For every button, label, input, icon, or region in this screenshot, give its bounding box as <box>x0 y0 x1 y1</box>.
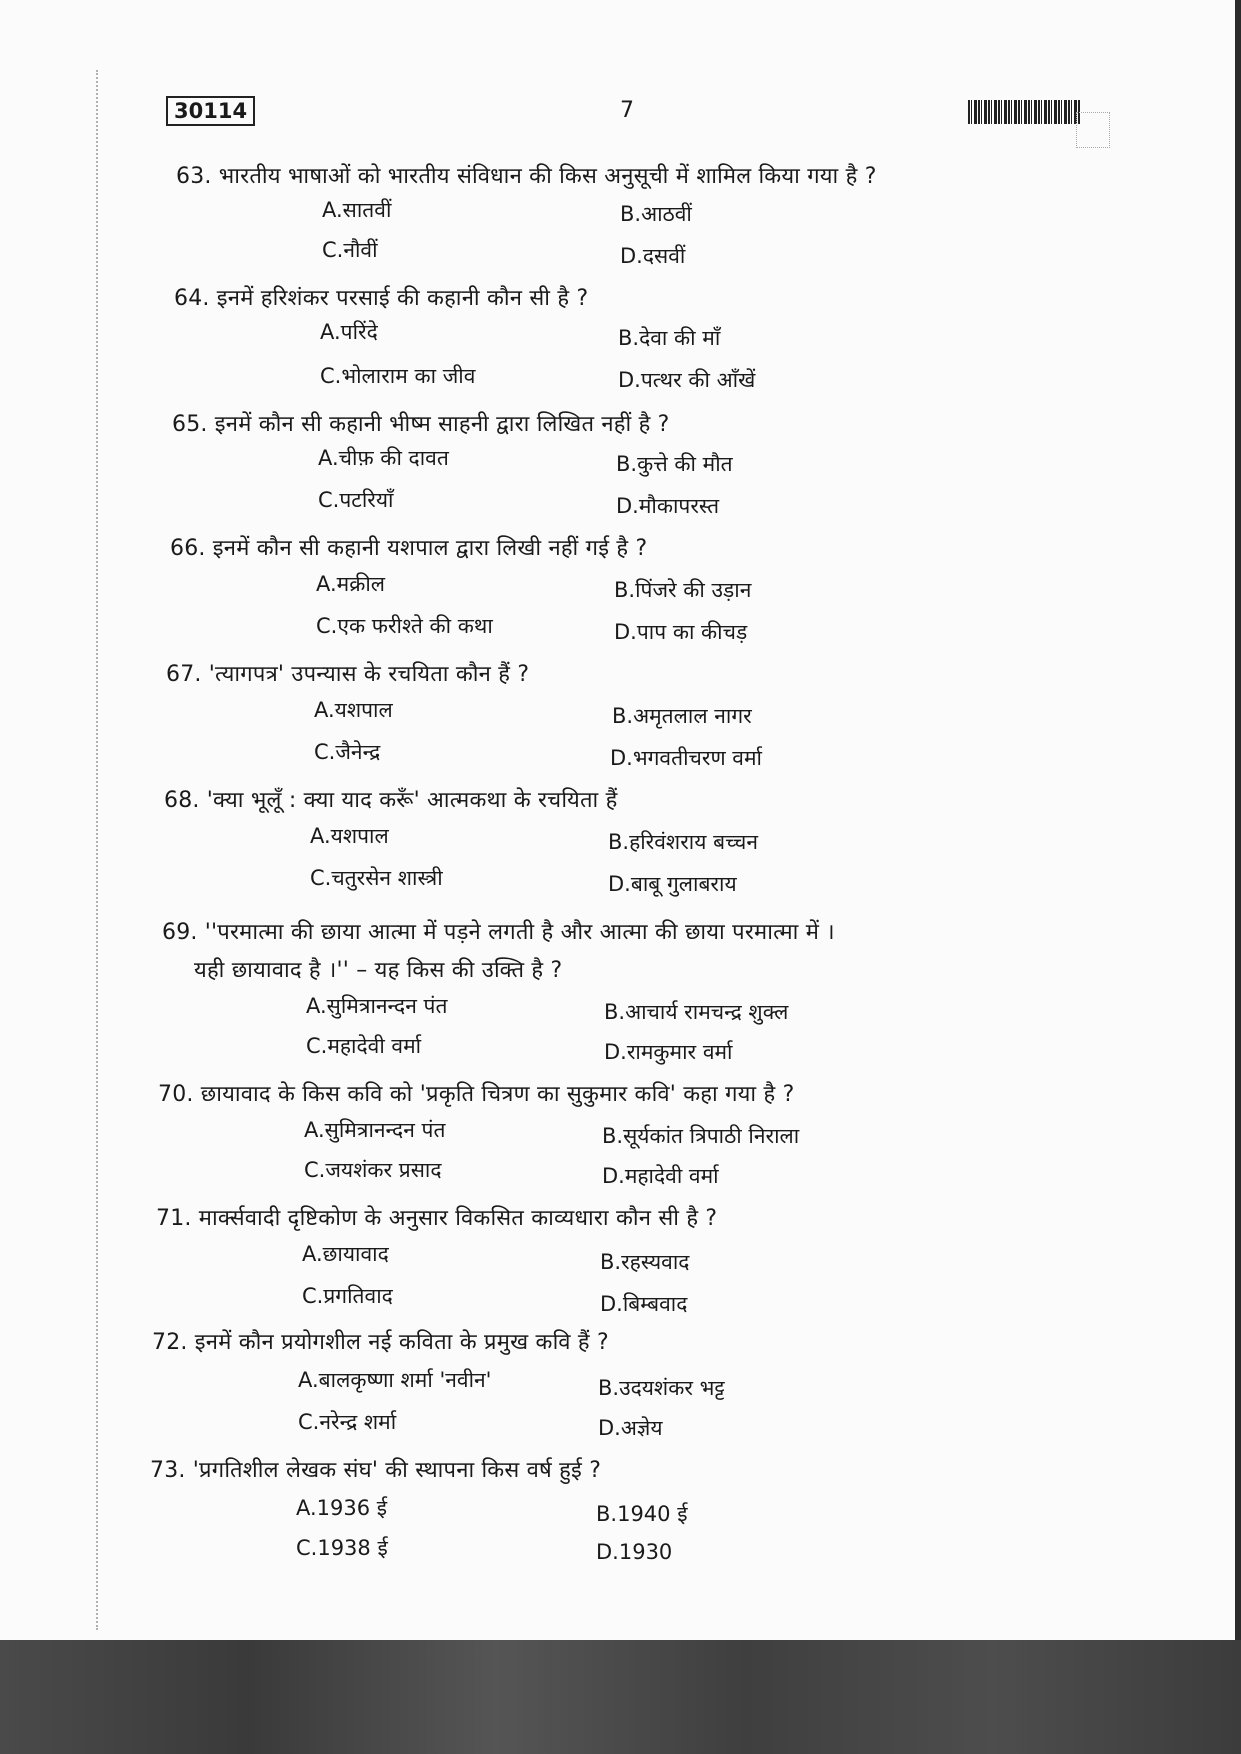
option-c: C.महादेवी वर्मा <box>306 1034 422 1058</box>
option-d: D.महादेवी वर्मा <box>602 1164 719 1188</box>
question-text: ''परमात्मा की छाया आत्मा में पड़ने लगती है और आत्मा की छाया परमात्मा में । <box>204 920 835 945</box>
option-c: C.1938 ई <box>296 1536 388 1560</box>
option-c: C.नरेन्द्र शर्मा <box>298 1410 397 1434</box>
option-b: B.उदयशंकर भट्ट <box>598 1376 725 1400</box>
question-number: 71. <box>156 1206 192 1231</box>
option-b: B.देवा की माँ <box>618 326 721 350</box>
margin-dots <box>96 70 100 1630</box>
question-text: छायावाद के किस कवि को 'प्रकृति चित्रण का सुकुमार कवि' कहा गया है ? <box>200 1082 795 1107</box>
question-number: 64. <box>174 286 210 311</box>
option-a: A.चीफ़ की दावत <box>318 446 449 470</box>
question-text: भारतीय भाषाओं को भारतीय संविधान की किस अनुसूची में शामिल किया गया है ? <box>218 164 877 189</box>
question-73 <box>150 1454 601 1484</box>
scan-edge-right <box>1235 0 1241 1640</box>
option-d: D.मौकापरस्त <box>616 494 720 518</box>
option-d: D.रामकुमार वर्मा <box>604 1040 733 1064</box>
option-b: B.1940 ई <box>596 1502 688 1526</box>
option-b: B.कुत्ते की मौत <box>616 452 733 476</box>
option-b: B.हरिवंशराय बच्चन <box>608 830 758 854</box>
option-a: A.सुमित्रानन्दन पंत <box>306 994 448 1018</box>
option-a: A.1936 ई <box>296 1496 388 1520</box>
option-a: A.मक्रील <box>316 572 386 596</box>
option-c: C.प्रगतिवाद <box>302 1284 393 1308</box>
question-number: 72. <box>152 1330 188 1355</box>
question-number: 65. <box>172 412 208 437</box>
page-number: 7 <box>620 98 634 123</box>
question-68 <box>164 784 618 814</box>
question-text: इनमें कौन प्रयोगशील नई कविता के प्रमुख कवि हैं ? <box>194 1330 609 1355</box>
option-b: B.सूर्यकांत त्रिपाठी निराला <box>602 1124 800 1148</box>
option-b: B.पिंजरे की उड़ान <box>614 578 752 602</box>
question-70 <box>158 1078 794 1108</box>
option-d: D.पाप का कीचड़ <box>614 620 748 644</box>
question-number: 67. <box>166 662 202 687</box>
option-b: B.रहस्यवाद <box>600 1250 690 1274</box>
option-a: A.छायावाद <box>302 1242 389 1266</box>
option-a: A.सातवीं <box>322 198 392 222</box>
question-text: इनमें कौन सी कहानी भीष्म साहनी द्वारा लिखित नहीं है ? <box>214 412 670 437</box>
option-c: C.एक फरीश्ते की कथा <box>316 614 493 638</box>
option-b: B.आचार्य रामचन्द्र शुक्ल <box>604 1000 789 1024</box>
option-b: B.आठवीं <box>620 202 692 226</box>
question-text: 'क्या भूलूँ : क्या याद करूँ' आत्मकथा के रचयिता हैं <box>206 788 618 813</box>
option-d: D.अज्ञेय <box>598 1416 663 1440</box>
question-69-line2: यही छायावाद है ।'' – यह किस की उक्ति है ? <box>194 958 563 983</box>
question-number: 73. <box>150 1458 186 1483</box>
barcode-stub <box>1076 112 1110 148</box>
question-text: 'प्रगतिशील लेखक संघ' की स्थापना किस वर्ष हुई ? <box>192 1458 602 1483</box>
question-number: 63. <box>176 164 212 189</box>
question-67 <box>166 658 529 688</box>
option-c: C.पटरियाँ <box>318 488 394 512</box>
option-d: D.बाबू गुलाबराय <box>608 872 737 896</box>
option-d: D.पत्थर की आँखें <box>618 368 756 392</box>
question-64 <box>174 282 588 312</box>
option-d: D.बिम्बवाद <box>600 1292 688 1316</box>
paper-code: 30114 <box>166 96 255 126</box>
option-c: C.चतुरसेन शास्त्री <box>310 866 443 890</box>
question-number: 69. <box>162 920 198 945</box>
option-c: C.नौवीं <box>322 238 378 262</box>
scan-edge-bottom <box>0 1640 1241 1754</box>
option-c: C.जयशंकर प्रसाद <box>304 1158 442 1182</box>
question-71 <box>156 1202 717 1232</box>
question-number: 68. <box>164 788 200 813</box>
option-d: D.दसवीं <box>620 244 686 268</box>
question-72 <box>152 1326 609 1356</box>
question-66 <box>170 532 647 562</box>
option-c: C.भोलाराम का जीव <box>320 364 476 388</box>
question-63 <box>176 160 877 190</box>
question-number: 66. <box>170 536 206 561</box>
option-d: D.भगवतीचरण वर्मा <box>610 746 762 770</box>
option-a: A.बालकृष्णा शर्मा 'नवीन' <box>298 1368 492 1392</box>
question-text: मार्क्सवादी दृष्टिकोण के अनुसार विकसित काव्यधारा कौन सी है ? <box>198 1206 718 1231</box>
option-a: A.परिंदे <box>320 320 378 344</box>
question-text: 'त्यागपत्र' उपन्यास के रचयिता कौन हैं ? <box>208 662 530 687</box>
option-a: A.यशपाल <box>310 824 389 848</box>
option-a: A.सुमित्रानन्दन पंत <box>304 1118 446 1142</box>
question-69 <box>162 916 835 946</box>
question-number: 70. <box>158 1082 194 1107</box>
question-65 <box>172 408 670 438</box>
option-a: A.यशपाल <box>314 698 393 722</box>
option-d: D.1930 <box>596 1540 673 1564</box>
option-c: C.जैनेन्द्र <box>314 740 381 764</box>
question-text: इनमें हरिशंकर परसाई की कहानी कौन सी है ? <box>216 286 589 311</box>
option-b: B.अमृतलाल नागर <box>612 704 752 728</box>
barcode-icon <box>968 100 1080 124</box>
question-text: इनमें कौन सी कहानी यशपाल द्वारा लिखी नहीं गई है ? <box>212 536 648 561</box>
